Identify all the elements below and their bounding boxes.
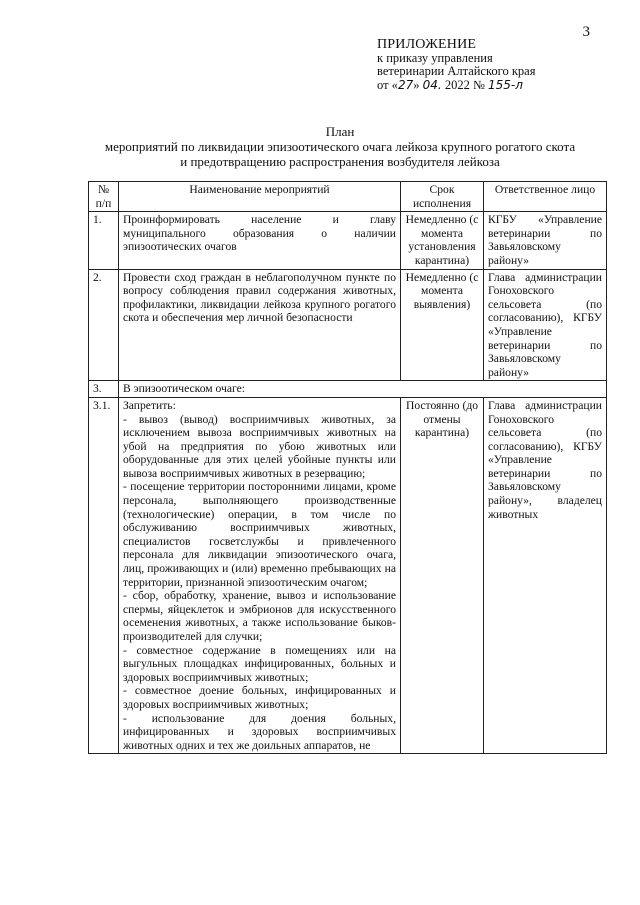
page-number: 3: [582, 24, 590, 40]
table-row: [89, 212, 607, 269]
header-responsible: Ответственное лицо: [484, 182, 607, 212]
date-day: 27: [397, 77, 414, 92]
appendix-date-line: [377, 79, 607, 93]
date-month: 04.: [422, 77, 442, 92]
row-number: 1.: [89, 212, 119, 269]
row-action: Провести сход граждан в неблагополучном пункте по вопросу соблюдения правил содержания животных, профилактики, ликвидации лейкоза крупного рогатого скота и обеспечения мер личной безопасности: [119, 269, 401, 381]
header-number: № п/п: [89, 182, 119, 212]
row-responsible: КГБУ «Управление ветеринарии по Завьяловскому району»: [484, 212, 607, 269]
list-item: - совместное доение больных, инфицированных и здоровых восприимчивых животных;: [123, 684, 396, 711]
row-term: Немедленно (с момента выявления): [401, 269, 484, 381]
row-term: Постоянно (до отмены карантина): [401, 397, 484, 753]
row-responsible: Глава администрации Гоноховского сельсовета (по согласованию), КГБУ «Управление ветеринарии по Завьяловскому району», владелец животных: [484, 397, 607, 753]
row-number: 3.1.: [89, 397, 119, 753]
appendix-line-2: ветеринарии Алтайского края: [377, 64, 536, 78]
table-row: [89, 269, 607, 381]
row-term: Немедленно (с момента установления карантина): [401, 212, 484, 269]
row-action: [119, 397, 401, 753]
appendix-line-1: к приказу управления: [377, 50, 493, 65]
list-item: - совместное содержание в помещениях или на выгульных площадках инфицированных, больных и здоровых восприимчивых животных;: [123, 643, 396, 684]
action-head: Запретить:: [123, 398, 176, 412]
list-item: - посещение территории посторонними лицами, кроме персонала, выполняющего производственные (технологические) операции, в том числе по обслуживанию восприимчивых животных, специалистов госветслужбы и привлеченного персонала для ликвидации эпизоотического очага, лиц, проживающих и (или) временно пребывающих на территории, признанной эпизоотическим очагом;: [123, 480, 396, 589]
list-item: - использование для доения больных, инфицированных и здоровых восприимчивых животных одних и тех же доильных аппаратов, не: [123, 711, 396, 752]
plan-table: [88, 181, 607, 754]
list-item: - вывоз (вывод) восприимчивых животных, за исключением вывоза восприимчивых животных на убой на предприятия по убою животных или оборудованные для этих целей убойные пункты или вывоза восприимчивых животных в резервацию;: [123, 412, 396, 480]
plan-title: [80, 124, 600, 169]
title-line-1: План: [325, 124, 355, 139]
table-row: [89, 397, 607, 753]
list-item: - сбор, обработку, хранение, вывоз и использование спермы, яйцеклеток и эмбрионов для искусственного осеменения животных, а также использование быков-производителей для случки;: [123, 589, 396, 643]
title-line-3: и предотвращению распространения возбудителя лейкоза: [180, 154, 500, 169]
table-header-row: [89, 182, 607, 212]
section-title: В эпизоотическом очаге:: [119, 381, 607, 398]
order-number: 155-л: [488, 77, 523, 92]
appendix-block: [377, 38, 607, 92]
row-action: Проинформировать население и главу муниципального образования о наличии эпизоотических очагов: [119, 212, 401, 269]
row-number: 2.: [89, 269, 119, 381]
table-section-row: [89, 381, 607, 398]
header-term: Срок исполнения: [401, 182, 484, 212]
header-action: Наименование мероприятий: [119, 182, 401, 212]
row-number: 3.: [89, 381, 119, 398]
date-prefix: от «: [377, 77, 398, 92]
appendix-heading: ПРИЛОЖЕНИЕ: [377, 37, 477, 52]
date-separator-1: »: [413, 77, 423, 92]
row-responsible: Глава администрации Гоноховского сельсовета (по согласованию), КГБУ «Управление ветеринарии по Завьяловскому району»: [484, 269, 607, 381]
date-separator-2: 2022 №: [441, 77, 488, 92]
title-line-2: мероприятий по ликвидации эпизоотического очага лейкоза крупного рогатого скота: [104, 139, 576, 154]
